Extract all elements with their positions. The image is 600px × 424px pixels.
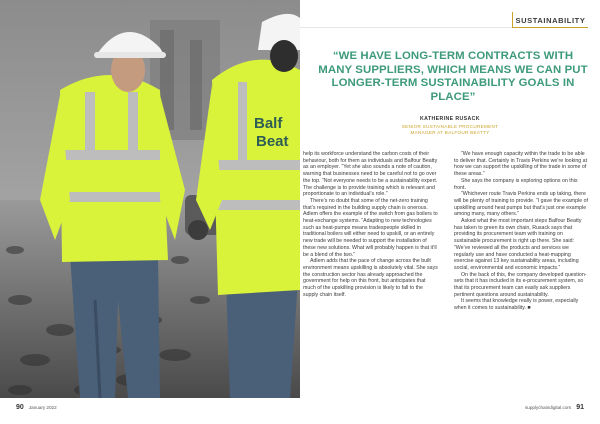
- column-left-paragraph: Adlem adds that the pace of change across the built environment means upskilling is absolutely vital. She says the construction sector has already approached the government for help on this front, but anticipates that much of the upskilling provision is likely to fall to the supply chain itself.: [303, 258, 438, 298]
- section-label: SUSTAINABILITY: [515, 16, 586, 25]
- vest-logo-text-1: Balf: [254, 115, 283, 132]
- footer-right: [525, 404, 584, 411]
- page-number-left: 90: [16, 404, 24, 411]
- workers-photo: [0, 0, 300, 398]
- column-right-paragraph: Asked what the most important steps Balfour Beatty has taken to green its own chain, Rusack says that providing its procurement team with training on sustainable procurement is right up there. She said: “We’ve reviewed all the products and services we regularly use and have conducted a heat-mapping exercise against 13 key sustainability areas, including social, environmental and economic impacts.”: [454, 218, 582, 271]
- quote-author-role-line-1: SENIOR SUSTAINABLE PROCUREMENT: [401, 124, 499, 129]
- column-right-paragraph: On the back of this, the company developed question-sets that it has included in its e-procurement system, so that its procurement team can easily ask suppliers pertinent questions around sustainability.: [454, 271, 587, 298]
- page-number-right: 91: [576, 404, 584, 411]
- section-tag: [512, 12, 588, 28]
- hi-vis-workers-illustration: [0, 0, 300, 398]
- column-right-paragraph: “Whichever route Travis Perkins ends up taking, there will be plenty of training to provide. “I gave the example of upskilling around heat pumps but that’s just one example among many, many others.”: [454, 191, 588, 218]
- header-rule: [300, 27, 512, 28]
- column-right-paragraph: She says the company is exploring options on this front.: [454, 177, 578, 191]
- site-url[interactable]: supplychaindigital.com: [524, 405, 572, 410]
- quote-author-role: [340, 124, 560, 135]
- vest-logo-text-2: Beat: [256, 133, 289, 150]
- pull-quote: “WE HAVE LONG-TERM CONTRACTS WITH MANY SUPPLIERS, WHICH MEANS WE CAN PUT LONGER-TERM SUSTAINABILITY GOALS IN PLACE”: [318, 50, 588, 103]
- article-column-right: [454, 151, 590, 312]
- footer-left: [16, 404, 57, 411]
- column-right-paragraph: It seems that knowledge really is power, especially when it comes to sustainability. ■: [454, 298, 579, 312]
- column-right-paragraph: “We have enough capacity within the trade to be able to deliver that. Certainly in Travis Perkins we’re looking at how we can support the upskilling of the trade in some of these areas.”: [454, 151, 588, 178]
- issue-date: January 2022: [28, 405, 57, 410]
- quote-author-name: KATHERINE RUSACK: [420, 116, 480, 122]
- article-column-left: [303, 151, 439, 298]
- column-left-paragraph: There’s no doubt that some of the net-zero training that’s required in the building supply chain is onerous. Adlem offers the example of the switch from gas boilers to heat-exchange systems. “Adapting to new technologies such as heat-pumps means tradespeople skilled in traditional boilers will either need to upskill, or an entirely new trade will be needed to support the installation of these new solutions. What will probably happen is that it’ll be a blend of the two.”: [303, 197, 438, 258]
- quote-author-role-line-2: MANAGER AT BALFOUR BEATTY: [410, 129, 490, 135]
- column-left-paragraph: help its workforce understand the carbon costs of their behaviour, both for them as individuals and Balfour Beatty as an employer. “Yet she also sounds a note of caution, warning that businesses need to be careful not to go over the top. “Not everyone needs to be a sustainability expert. The challenge is to provide training which is relevant and proportionate to an individual’s role.”: [303, 151, 438, 198]
